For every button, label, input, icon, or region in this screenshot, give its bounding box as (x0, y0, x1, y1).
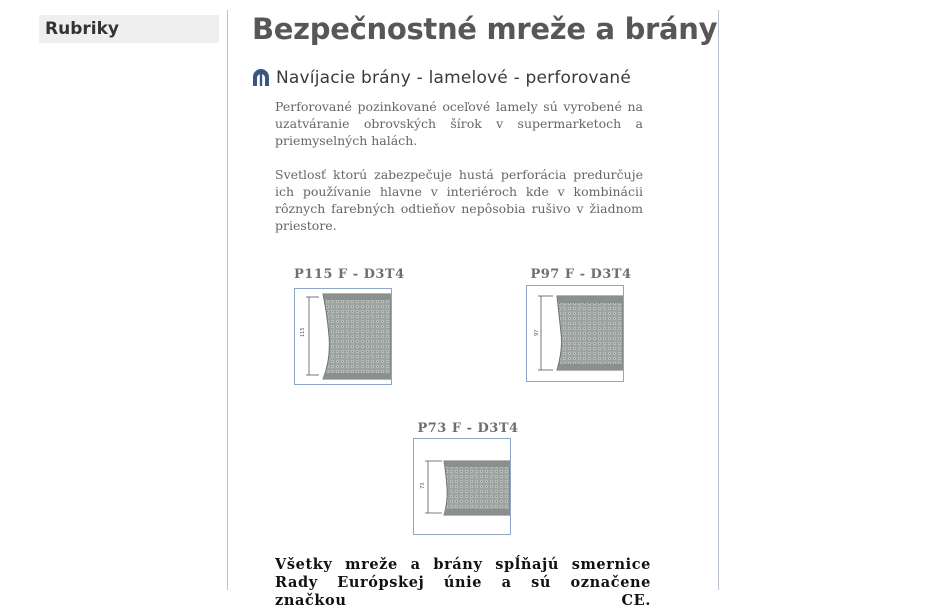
sidebar (39, 15, 219, 43)
profile-image (526, 285, 624, 382)
content-divider-right (718, 10, 719, 590)
profile-dimension: 115 (300, 327, 306, 337)
paragraph: Svetlosť ktorú zabezpečuje hustá perforácia predurčuje ich používanie hlavne v interiéroch kde v kombinácii rôznych farebných odtieňov nepôsobia rušivo v žiadnom priestore. (275, 167, 643, 233)
gate-logo-icon (252, 69, 270, 87)
profile-image (413, 438, 511, 535)
section-heading-text: Navíjacie brány - lamelové - perforované (276, 68, 632, 88)
profile-label: P97 F - D3T4 (530, 267, 632, 282)
paragraph: Perforované pozinkované oceľové lamely sú vyrobené na uzatváranie obrovských šírok v supermarketoch a priemyselných halách. (275, 99, 643, 148)
profile-item (526, 267, 636, 382)
profile-item (294, 267, 404, 385)
page-title: Bezpečnostné mreže a brány (252, 12, 718, 46)
profile-dimension: 97 (534, 329, 540, 336)
profile-dimension: 73 (420, 482, 426, 489)
sidebar-heading: Rubriky (39, 15, 219, 43)
compliance-note: Všetky mreže a brány spĺňajú smernice Rady Európskej únie a sú označene značkou CE. (275, 556, 651, 609)
profile-label: P115 F - D3T4 (294, 267, 405, 282)
profile-item (413, 421, 523, 535)
profile-image (294, 288, 392, 385)
profile-label: P73 F - D3T4 (417, 421, 519, 436)
content-divider-left (227, 10, 228, 590)
section-heading (252, 68, 631, 88)
